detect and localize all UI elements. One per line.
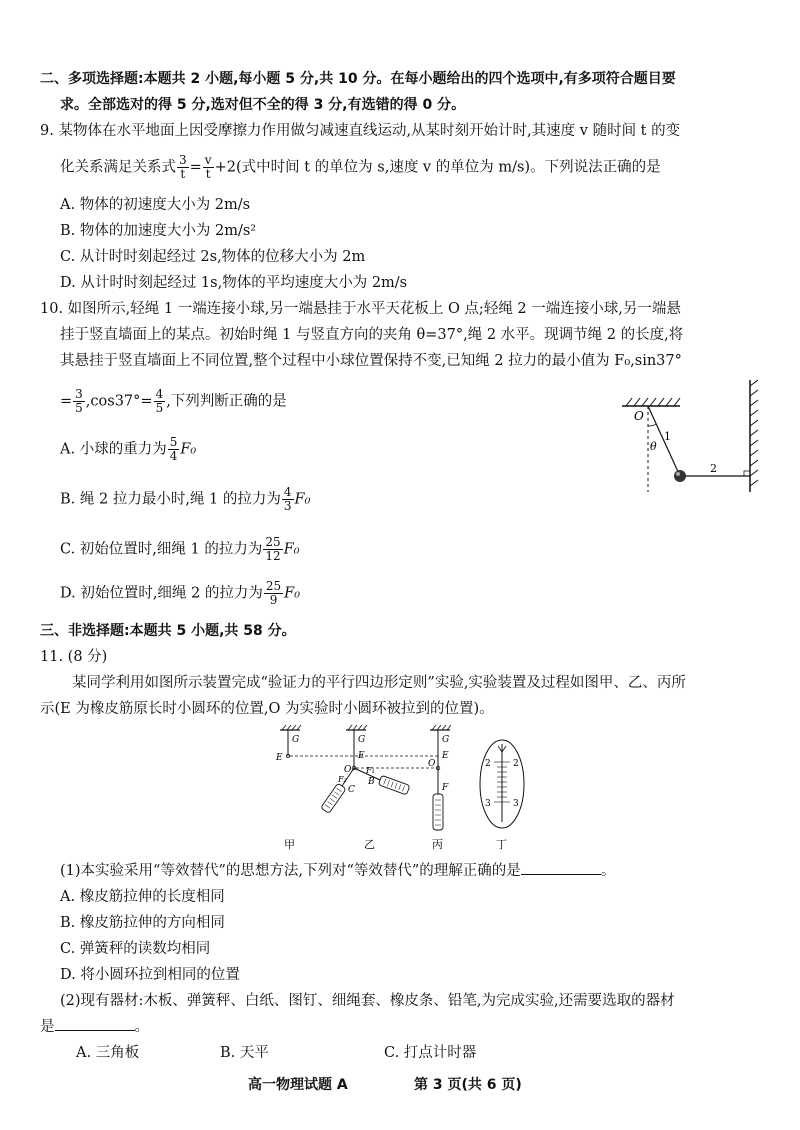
q10-label-theta: θ xyxy=(650,440,657,453)
q11-sub1-option-c: C. 弹簧秤的读数均相同 xyxy=(60,941,211,957)
q10-opt-d-den: 9 xyxy=(269,593,278,607)
q11-number: 11. (8 分) xyxy=(40,649,108,665)
q11-label-f2: F₂ xyxy=(338,775,347,784)
q11-scale-3-left: 3 xyxy=(485,799,491,809)
q10-stem-line2: 挂于竖直墙面上的某点。初始时绳 1 与竖直方向的夹角 θ=37°,绳 2 水平。现调节绳 2 的长度,将 xyxy=(60,327,684,343)
q11-sub2-stem-line2 xyxy=(40,1016,149,1038)
q10-opt-d-num: 25 xyxy=(265,579,282,593)
q10-cos-den: 5 xyxy=(155,401,164,415)
q10-opt-a-den: 4 xyxy=(169,449,178,463)
section2-header-line2: 求。全部选对的得 5 分,选对但不全的得 3 分,有选错的得 0 分。 xyxy=(60,97,466,113)
q9-frac2-num: v xyxy=(204,153,212,167)
q10-option-c xyxy=(60,536,300,563)
q10-opt-c-unit: F₀ xyxy=(283,541,300,558)
q11-caption-bing: 丙 xyxy=(432,838,443,851)
q10-label-1: 1 xyxy=(664,430,671,443)
q10-cos-fraction xyxy=(154,388,166,415)
q10-angle-arc xyxy=(648,424,656,426)
q11-sub1-answer-blank[interactable] xyxy=(521,860,601,875)
q9-frac2-den: t xyxy=(205,167,211,181)
q11-label-e1: E xyxy=(276,753,283,763)
q11-label-c: C xyxy=(348,785,355,795)
q11-label-g2: G xyxy=(358,735,366,745)
q11-sub1-stem xyxy=(60,860,615,882)
q11-sub1-option-b: B. 橡皮筋拉伸的方向相同 xyxy=(60,915,225,931)
q11-sub1-option-a: A. 橡皮筋拉伸的长度相同 xyxy=(60,889,225,905)
q11-intro-line1: 某同学利用如图所示装置完成“验证力的平行四边形定则”实验,实验装置及过程如图甲、乙、丙所 xyxy=(72,675,686,691)
q11-sub2-period: 。 xyxy=(134,1019,149,1035)
q10-option-a xyxy=(60,436,196,463)
q9-fraction-3-over-t xyxy=(177,154,189,181)
q11-figure xyxy=(262,722,532,856)
q9-equals: = xyxy=(189,159,202,176)
q10-opt-d-fraction xyxy=(264,580,283,607)
q11-label-f1: F₁ xyxy=(366,766,375,775)
q10-opt-c-den: 12 xyxy=(265,549,281,563)
q11-sub2-answer-blank[interactable] xyxy=(55,1016,135,1031)
q10-opt-a-text: A. 小球的重力为 xyxy=(60,441,167,458)
q11-sub1-option-d: D. 将小圆环拉到相同的位置 xyxy=(60,967,240,983)
q9-stem-text-a: 化关系满足关系式 xyxy=(60,159,176,176)
footer-title: 高一物理试题 A xyxy=(248,1077,348,1093)
q11-label-g1: G xyxy=(292,735,300,745)
q10-opt-c-fraction xyxy=(263,536,282,563)
q10-opt-c-num: 25 xyxy=(265,535,281,549)
q11-sub2-text: 是 xyxy=(40,1019,55,1035)
q9-fraction-v-over-t xyxy=(203,154,214,181)
q10-opt-d-unit: F₀ xyxy=(284,585,301,602)
q10-opt-b-num: 4 xyxy=(283,485,292,499)
q10-label-2: 2 xyxy=(710,462,717,475)
q10-label-o: O xyxy=(634,409,644,423)
q10-figure xyxy=(612,376,772,496)
q11-label-e2: E xyxy=(358,751,365,761)
q10-stem-text-b: ,cos37°= xyxy=(85,393,153,410)
q11-intro-line2: 示(E 为橡皮筋原长时小圆环的位置,O 为实验时小圆环被拉到的位置)。 xyxy=(40,701,494,717)
q10-stem-line4 xyxy=(60,388,287,415)
q10-option-d xyxy=(60,580,300,607)
q11-sub2-option-b: B. 天平 xyxy=(220,1045,269,1061)
q10-ball xyxy=(674,470,686,482)
q11-scale-3-right: 3 xyxy=(513,799,519,809)
q10-opt-b-den: 3 xyxy=(283,499,292,513)
q10-option-b xyxy=(60,486,310,513)
q11-label-b: B xyxy=(368,777,375,787)
q9-option-d: D. 从计时时刻起经过 1s,物体的平均速度大小为 2m/s xyxy=(60,275,408,291)
q10-wall-hatch xyxy=(750,380,758,486)
footer-page-number: 第 3 页(共 6 页) xyxy=(414,1077,522,1093)
q10-stem-line1: 10. 如图所示,轻绳 1 一端连接小球,另一端悬挂于水平天花板上 O 点;轻绳 2 一端连接小球,另一端悬 xyxy=(40,301,681,317)
q10-stem-line3: 其悬挂于竖直墙面上不同位置,整个过程中小球位置保持不变,已知绳 2 拉力的最小值为 F₀,sin37° xyxy=(60,353,682,369)
q10-stem-text-c: ,下列判断正确的是 xyxy=(166,393,287,410)
q11-caption-yi: 乙 xyxy=(364,838,375,851)
q11-label-e3: E xyxy=(442,751,449,761)
q10-opt-c-text: C. 初始位置时,细绳 1 的拉力为 xyxy=(60,541,263,558)
q10-sin-num: 3 xyxy=(75,387,83,401)
q10-opt-d-text: D. 初始位置时,细绳 2 的拉力为 xyxy=(60,585,263,602)
q10-ball-highlight xyxy=(676,472,680,476)
q9-stem-text-b: +2(式中时间 t 的单位为 s,速度 v 的单位为 m/s)。下列说法正确的是 xyxy=(214,159,661,176)
q10-right-angle-mark xyxy=(744,471,750,476)
q11-fig-yi xyxy=(321,725,410,813)
q9-frac1-den: t xyxy=(180,167,186,181)
q10-sin-den: 5 xyxy=(75,401,83,415)
q9-stem-line1: 9. 某物体在水平地面上因受摩擦力作用做匀减速直线运动,从某时刻开始计时,其速度 v 随时间 t 的变 xyxy=(40,123,681,139)
q9-stem-line2 xyxy=(60,154,661,181)
section3-header: 三、非选择题:本题共 5 小题,共 58 分。 xyxy=(40,623,296,639)
q10-sin-fraction xyxy=(73,388,85,415)
q10-opt-b-unit: F₀ xyxy=(294,491,311,508)
q11-scale-2-left: 2 xyxy=(485,759,491,769)
q11-sub1-text: (1)本实验采用“等效替代”的思想方法,下列对“等效替代”的理解正确的是 xyxy=(60,863,521,879)
q11-caption-ding: 丁 xyxy=(496,838,507,851)
q11-fig-bing xyxy=(428,725,451,830)
q10-opt-b-fraction xyxy=(282,486,294,513)
q10-opt-a-unit: F₀ xyxy=(180,441,197,458)
q11-sub1-period: 。 xyxy=(600,863,616,879)
q11-fig-ding xyxy=(480,740,524,828)
q11-caption-jia: 甲 xyxy=(284,838,295,851)
q10-cos-num: 4 xyxy=(155,387,164,401)
q10-opt-b-text: B. 绳 2 拉力最小时,绳 1 的拉力为 xyxy=(60,491,281,508)
q11-sub2-option-c: C. 打点计时器 xyxy=(384,1045,477,1061)
q9-frac1-num: 3 xyxy=(179,153,187,167)
q9-option-b: B. 物体的加速度大小为 2m/s² xyxy=(60,223,257,239)
q10-stem-text-a: = xyxy=(60,393,73,410)
q10-opt-a-num: 5 xyxy=(169,435,178,449)
q10-ceiling-hatch xyxy=(626,398,680,406)
q11-sub2-stem-line1: (2)现有器材:木板、弹簧秤、白纸、图钉、细绳套、橡皮条、铅笔,为完成实验,还需要选取的器材 xyxy=(60,993,675,1009)
q10-opt-a-fraction xyxy=(168,436,180,463)
section2-header-line1: 二、多项选择题:本题共 2 小题,每小题 5 分,共 10 分。在每小题给出的四个选项中,有多项符合题目要 xyxy=(40,71,676,87)
q11-label-g3: G xyxy=(442,735,450,745)
q11-sub2-option-a: A. 三角板 xyxy=(76,1045,140,1061)
q11-scale-2-right: 2 xyxy=(513,759,519,769)
q9-option-c: C. 从计时时刻起经过 2s,物体的位移大小为 2m xyxy=(60,249,366,265)
q11-label-o2: O xyxy=(344,765,352,775)
q11-label-f: F xyxy=(442,783,449,793)
q11-fig-jia xyxy=(275,725,301,763)
q11-label-o3: O xyxy=(428,759,436,769)
q9-option-a: A. 物体的初速度大小为 2m/s xyxy=(60,197,251,213)
